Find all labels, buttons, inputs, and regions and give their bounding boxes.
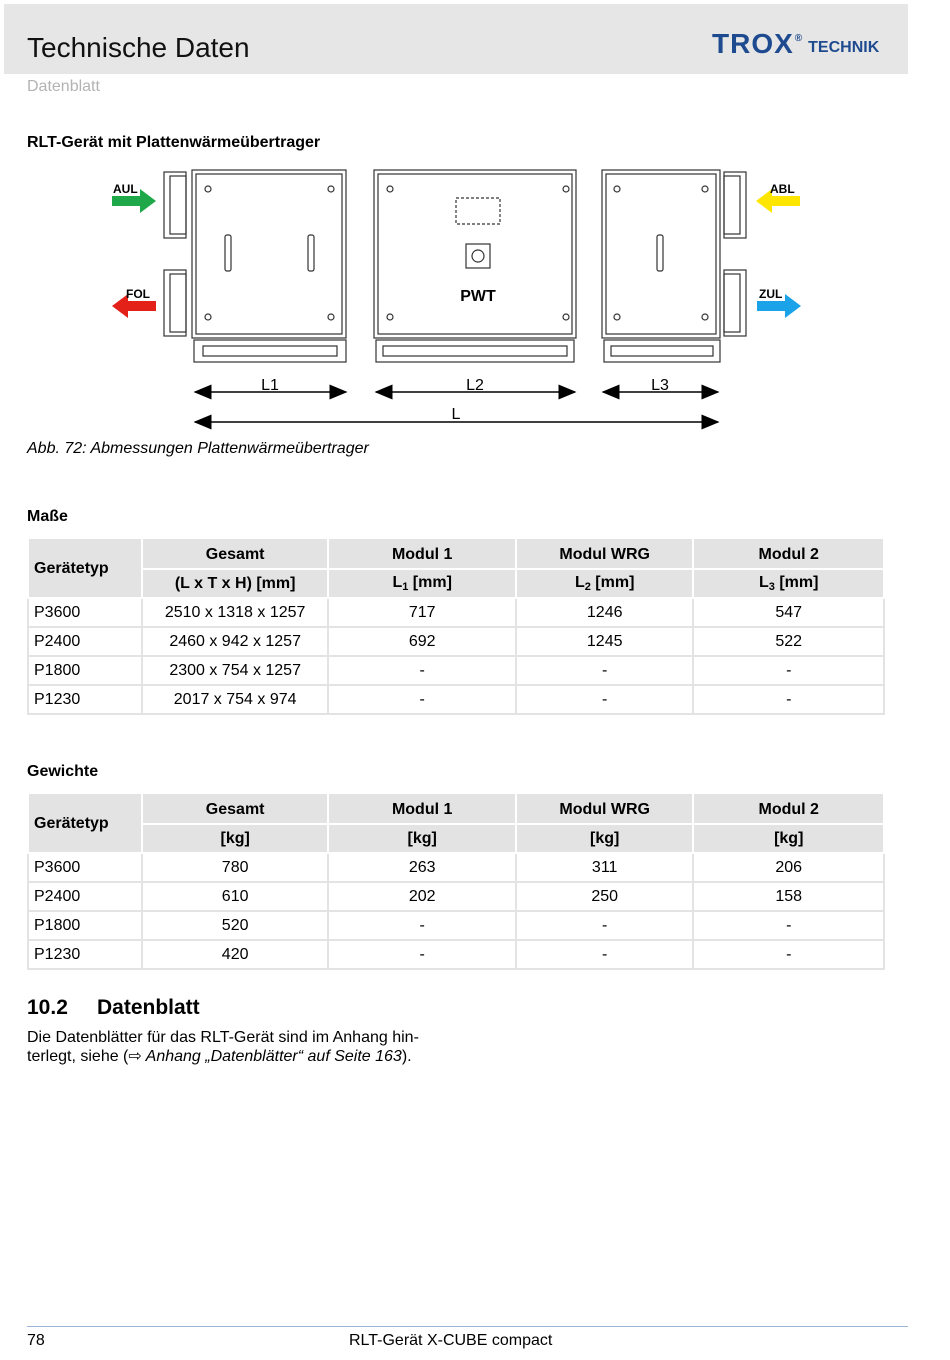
cell-module-wrg: 1245 [516,627,694,656]
module-1-housing [192,170,346,362]
cell-module-2: - [693,685,884,714]
l-label: L [451,406,461,423]
appendix-link[interactable]: Anhang „Datenblätter“ auf Seite 163 [141,1048,402,1065]
section-heading [27,996,200,1020]
table-row [28,853,884,882]
cell-module-1: - [328,656,516,685]
page-number: 78 [27,1332,45,1349]
l2-label: L2 [466,377,484,394]
header-module-2: Modul 2 [693,793,884,824]
l1-label: L1 [261,377,279,394]
header-module-wrg: Modul WRG [516,793,694,824]
cell-module-2: 522 [693,627,884,656]
cell-total: 2460 x 942 x 1257 [142,627,329,656]
header-device-type: Gerätetyp [28,793,142,853]
link-arrow-icon: ⇨ [128,1048,142,1065]
table-header-row [28,793,884,824]
unit-module-2-rest: [mm] [774,574,819,591]
header-device-type: Gerätetyp [28,538,142,598]
cell-module-wrg: 1246 [516,598,694,627]
right-ducts [724,172,746,336]
left-ducts [164,172,186,336]
cell-total: 420 [142,940,329,969]
header-module-2: Modul 2 [693,538,884,569]
cell-module-wrg: 250 [516,882,694,911]
cell-module-2: - [693,656,884,685]
table-unit-row [28,569,884,598]
table-row [28,627,884,656]
cell-type: P3600 [28,598,142,627]
header-module-1: Modul 1 [328,793,516,824]
cell-module-1: 202 [328,882,516,911]
unit-module-1-sub: 1 [402,581,409,593]
logo-text: TROX [712,28,794,59]
weights-table [27,792,885,970]
l3-label: L3 [651,377,669,394]
footer-divider [27,1326,908,1327]
unit-total: [kg] [142,824,329,853]
dimensions-table [27,537,885,715]
cell-module-wrg: - [516,940,694,969]
table-row [28,911,884,940]
cell-total: 2510 x 1318 x 1257 [142,598,329,627]
header-total: Gesamt [142,793,329,824]
cell-total: 780 [142,853,329,882]
aul-label: AUL [113,182,138,196]
table-unit-row [28,824,884,853]
cell-type: P2400 [28,627,142,656]
cell-module-2: - [693,940,884,969]
logo-suffix: TECHNIK [808,39,880,56]
pwt-label: PWT [460,288,496,305]
unit-total: (L x T x H) [mm] [142,569,329,598]
table-row [28,685,884,714]
cell-module-2: - [693,911,884,940]
body-line-2-pre: terlegt, siehe ( [27,1048,129,1065]
abl-arrow-icon [756,182,800,213]
unit-module-2: [kg] [693,824,884,853]
table-row [28,656,884,685]
unit-module-1: [kg] [328,824,516,853]
cell-module-2: 547 [693,598,884,627]
unit-module-2-sub: 3 [768,581,775,593]
fol-label: FOL [126,287,150,301]
cell-type: P1230 [28,685,142,714]
unit-module-wrg-rest: [mm] [590,574,635,591]
module-wrg-housing [374,170,576,362]
unit-module-wrg-sub: 2 [584,581,591,593]
cell-module-wrg: - [516,656,694,685]
unit-module-wrg-base: L [574,574,585,591]
cell-type: P1800 [28,656,142,685]
unit-module-1 [328,569,516,598]
weights-label: Gewichte [27,763,99,780]
table-row [28,882,884,911]
dimensions-label: Maße [27,508,68,525]
cell-total: 520 [142,911,329,940]
cell-type: P2400 [28,882,142,911]
cell-module-2: 158 [693,882,884,911]
cell-type: P3600 [28,853,142,882]
unit-module-2-base: L [758,574,769,591]
unit-module-1-rest: [mm] [408,574,452,591]
page-title: Technische Daten [27,32,250,63]
table-row [28,940,884,969]
cell-module-1: - [328,940,516,969]
section-body [27,1028,447,1066]
header-module-1: Modul 1 [328,538,516,569]
figure-title: RLT-Gerät mit Plattenwärmeübertrager [27,134,321,151]
figure-caption: Abb. 72: Abmessungen Plattenwärmeübertrager [27,440,369,457]
cell-module-1: 692 [328,627,516,656]
cell-total: 610 [142,882,329,911]
cell-module-1: - [328,685,516,714]
footer-title: RLT-Gerät X-CUBE compact [349,1332,553,1349]
module-2-housing [602,170,720,362]
header-module-wrg: Modul WRG [516,538,694,569]
unit-module-1-base: L [392,574,403,591]
aul-arrow-icon [112,182,156,213]
table-header-row [28,538,884,569]
cell-module-1: 717 [328,598,516,627]
unit-module-wrg [516,569,694,598]
cell-module-wrg: - [516,911,694,940]
zul-arrow-icon [757,287,801,318]
cell-module-wrg: 311 [516,853,694,882]
cell-module-1: - [328,911,516,940]
header-total: Gesamt [142,538,329,569]
body-line-2-post: ). [401,1048,412,1065]
table-row [28,598,884,627]
abl-label: ABL [770,182,795,196]
cell-total: 2017 x 754 x 974 [142,685,329,714]
cell-total: 2300 x 754 x 1257 [142,656,329,685]
section-title: Datenblatt [97,996,200,1019]
cell-type: P1230 [28,940,142,969]
cell-type: P1800 [28,911,142,940]
unit-module-2 [693,569,884,598]
cell-module-1: 263 [328,853,516,882]
page-subtitle: Datenblatt [27,78,100,95]
body-line-1: Die Datenblätter für das RLT-Gerät sind im Anhang hin- [27,1029,419,1046]
cell-module-wrg: - [516,685,694,714]
unit-dimension-diagram [0,0,950,440]
section-number: 10.2 [27,996,68,1019]
zul-label: ZUL [759,287,783,301]
unit-module-wrg: [kg] [516,824,694,853]
cell-module-2: 206 [693,853,884,882]
fol-arrow-icon [112,287,156,318]
logo-registered-mark: ® [794,33,803,44]
